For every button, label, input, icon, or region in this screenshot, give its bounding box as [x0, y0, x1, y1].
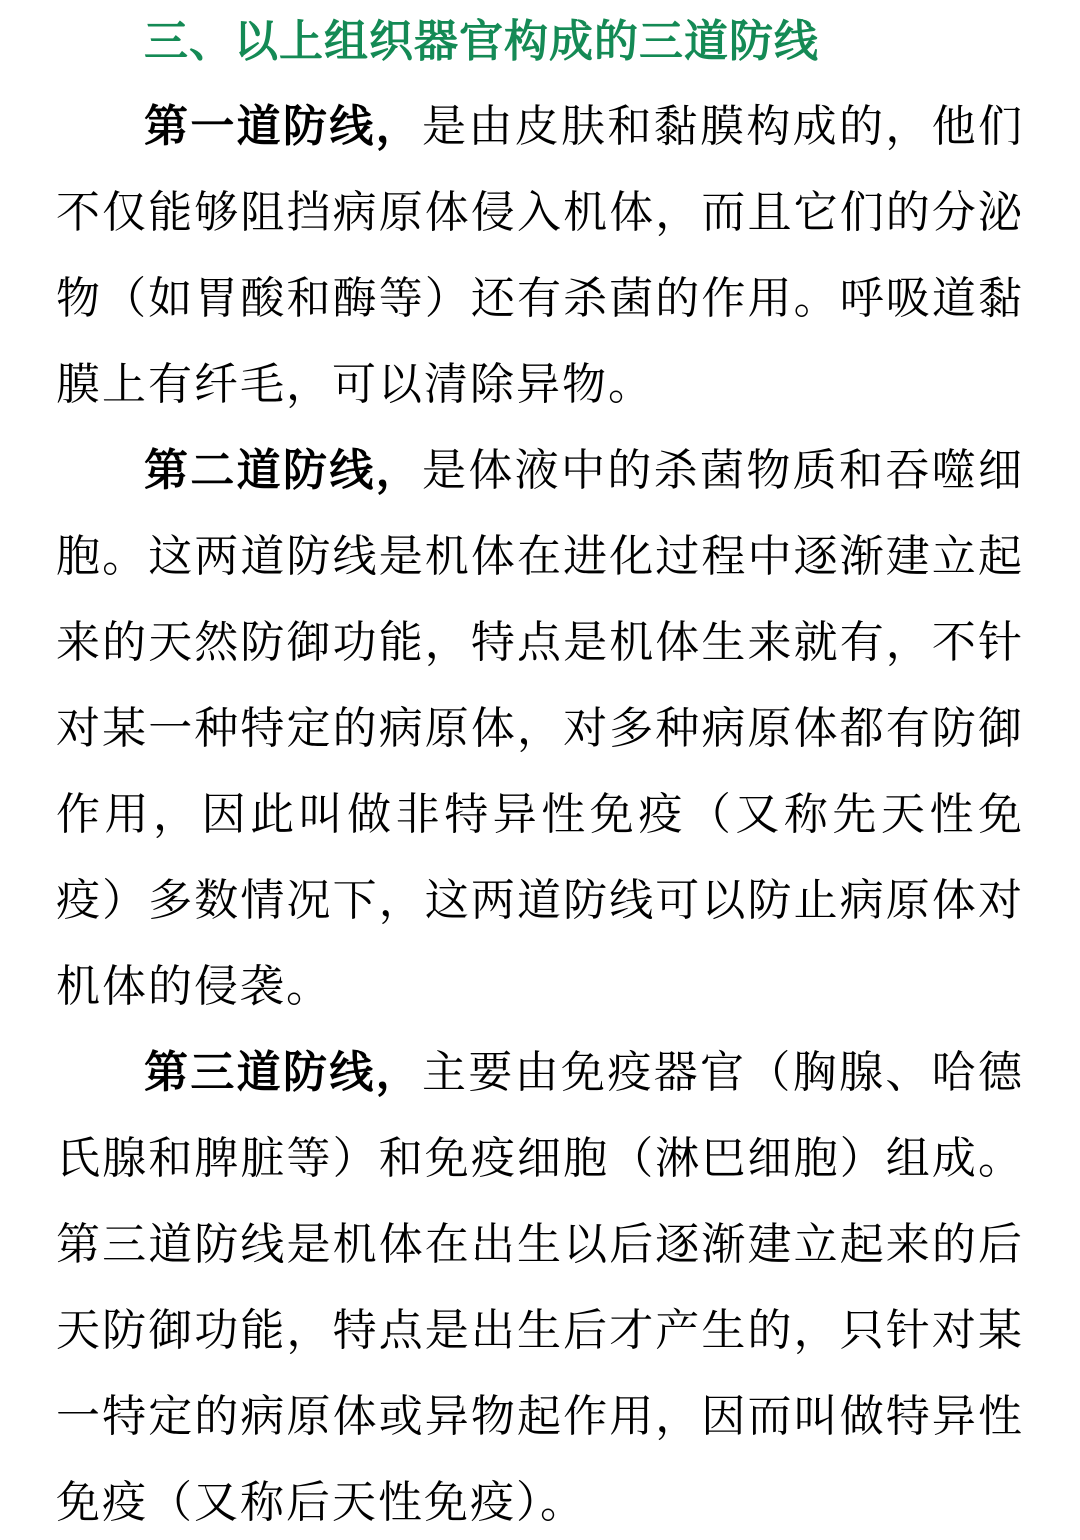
paragraph-third-defense [56, 1030, 1024, 1540]
paragraph-second-defense-text: 是体液中的杀菌物质和吞噬细胞。这两道防线是机体在进化过程中逐渐建立起来的天然防御功能，特点是机体生来就有，不针对某一种特定的病原体，对多种病原体都有防御作用，因此叫做非特异性免疫（又称先天性免疫）多数情况下，这两道防线可以防止病原体对机体的侵袭。 [56, 446, 1024, 1011]
paragraph-first-defense-lead: 第一道防线， [144, 102, 422, 151]
paragraph-third-defense-lead: 第三道防线， [144, 1048, 422, 1097]
section-title: 三、以上组织器官构成的三道防线 [144, 17, 819, 66]
paragraph-second-defense-lead: 第二道防线， [144, 446, 422, 495]
paragraph-first-defense-text: 是由皮肤和黏膜构成的，他们不仅能够阻挡病原体侵入机体，而且它们的分泌物（如胃酸和酶等）还有杀菌的作用。呼吸道黏膜上有纤毛，可以清除异物。 [56, 102, 1024, 409]
paragraph-second-defense [56, 428, 1024, 1030]
paragraph-third-defense-text: 主要由免疫器官（胸腺、哈德氏腺和脾脏等）和免疫细胞（淋巴细胞）组成。第三道防线是机体在出生以后逐渐建立起来的后天防御功能，特点是出生后才产生的，只针对某一特定的病原体或异物起作用，因而叫做特异性免疫（又称后天性免疫）。 [56, 1048, 1024, 1527]
paragraph-first-defense [56, 84, 1024, 428]
